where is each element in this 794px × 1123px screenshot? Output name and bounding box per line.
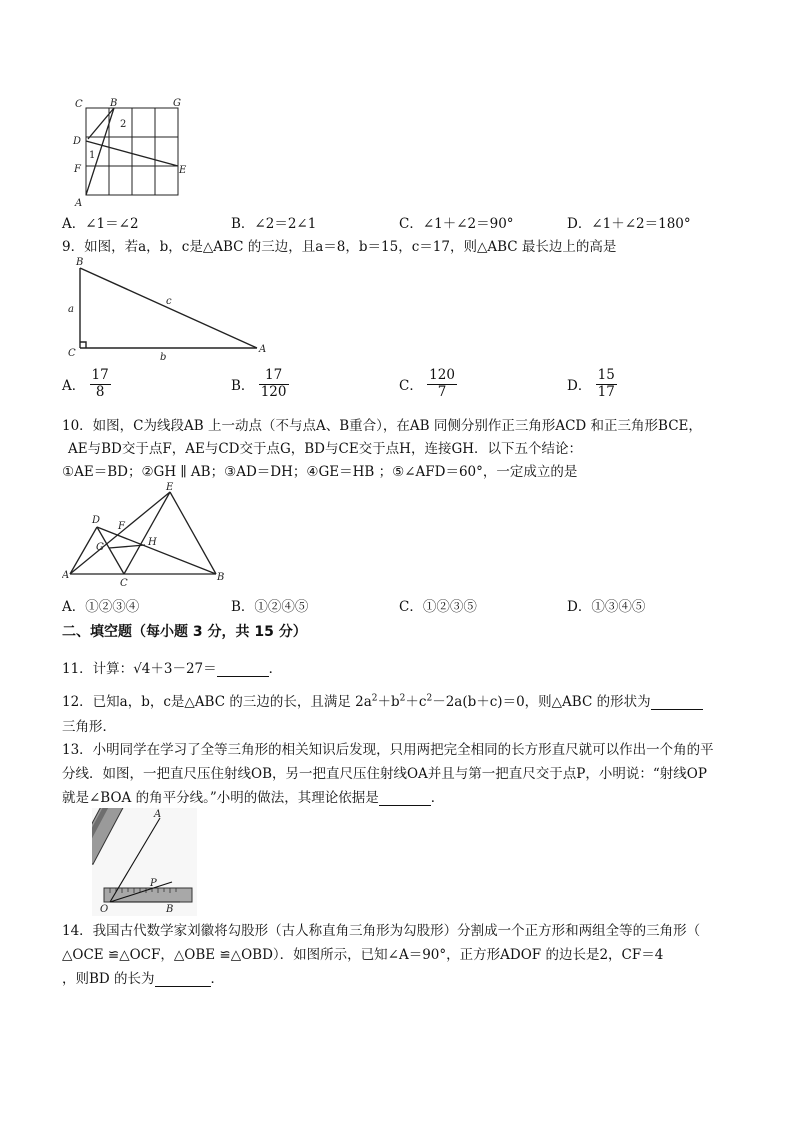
q13-label-b: B [166,904,174,915]
q9-option-c-letter: C． [399,378,423,395]
q13-line-2: 分线．如图，一把直尺压住射线OB，另一把直尺压住射线OA并且与第一把直尺交于点P，小明说：“射线OP [62,766,707,782]
q9-stem: 9．如图，若a，b，c是△ABC 的三边，且a＝8，b＝15，c＝17，则△ABC 最长边上的高是 [62,239,617,255]
q11-suffix: ． [268,661,283,677]
q9-option-d-den: 17 [597,383,615,400]
q10-option-b: B．①②④⑤ [231,599,309,615]
q9-label-c-side: c [166,296,172,307]
q10-line-3: ①AE＝BD；②GH ∥ AB；③AD＝DH；④GE＝HB ；⑤∠AFD＝60°，一定成立的是 [62,464,578,480]
q12-part-3: ＋c [405,694,427,710]
q10-equilateral-figure [62,482,232,590]
q8-label-a: A [75,198,83,208]
q8-option-b: B．∠2＝2∠1 [231,216,317,232]
q10-label-f: F [118,521,125,532]
section-2-title: 二、填空题（每小题 3 分，共 15 分） [62,624,307,640]
q9-option-a [62,368,111,400]
q12-part-2: ＋b [377,694,400,710]
q9-option-b-letter: B． [231,378,255,395]
q10-label-c: C [120,578,128,589]
q14-line-3-end: ． [210,971,225,987]
q8-label-1: 1 [89,150,96,161]
q9-option-d [567,368,617,400]
q10-label-g: G [96,542,104,553]
q9-option-d-letter: D． [567,378,592,395]
q9-option-a-letter: A． [62,378,86,395]
q12-sup-3: 2 [426,693,433,704]
q13-answer-blank[interactable] [379,791,431,806]
q8-grid-figure [66,96,196,208]
q9-option-b [231,368,289,400]
q13-line-3-end: ． [430,790,445,806]
q11-expression: √4＋3－27＝ [133,661,217,677]
q10-label-h: H [148,537,157,548]
q12-sup-2: 2 [399,693,406,704]
q13-line-3-text: 就是∠BOA 的角平分线。”小明的做法，其理论依据是 [62,790,379,806]
q14-line-3 [62,967,224,987]
q9-option-d-num: 15 [597,367,615,383]
q12-part-4: －2a(b＋c)＝0，则△ABC 的形状为 [432,694,651,710]
q9-label-a-vertex: A [259,344,267,355]
q10-line-1: 10．如图，C为线段AB 上一动点（不与点A、B重合），在AB 同侧分别作正三角形ACD 和正三角形BCE， [62,418,702,434]
q14-line-2: △OCE ≌△OCF，△OBE ≌△OBD）．如图所示，已知∠A＝90°，正方形ADOF 的边长是2，CF＝4 [62,947,664,963]
q13-label-a: A [154,809,162,820]
q13-label-p: P [150,878,157,889]
q8-label-e: E [179,165,187,176]
q9-option-b-num: 17 [259,368,289,385]
q12-sup-1: 2 [371,693,378,704]
q14-line-3-text: ，则BD 的长为 [62,971,155,987]
q9-option-c-fraction [427,368,457,400]
q9-label-a-side: a [68,304,74,315]
q8-label-b: B [110,98,118,109]
q9-option-a-fraction [90,368,111,400]
q8-label-f: F [74,164,81,175]
q11-question [62,657,282,677]
q14-line-1: 14．我国古代数学家刘徽将勾股形（古人称直角三角形为勾股形）分割成一个正方形和两组全等的三角形（ [62,923,701,939]
q8-label-c: C [75,99,83,110]
q9-option-a-den: 8 [95,383,105,400]
q9-option-b-den: 120 [260,383,287,400]
q10-option-a: A．①②③④ [62,599,140,615]
q8-option-d: D．∠1＋∠2＝180° [567,216,691,232]
q13-line-3 [62,786,444,806]
q13-rulers-figure [92,808,197,916]
q12-line-2: 三角形． [62,719,116,735]
q10-label-e: E [166,482,174,493]
q11-answer-blank[interactable] [217,662,269,677]
q12-answer-blank[interactable] [651,695,703,710]
q9-option-a-num: 17 [91,367,109,383]
q9-label-c-vertex: C [68,348,76,359]
q9-option-c [399,368,457,400]
q8-option-c: C．∠1＋∠2＝90° [399,216,514,232]
q9-option-b-fraction [259,368,289,400]
q11-prefix: 11．计算： [62,661,134,677]
q10-label-d: D [92,515,101,526]
q9-label-b-side: b [160,352,167,363]
q10-option-c: C．①②③⑤ [399,599,477,615]
q10-label-b: B [217,572,225,583]
q8-label-g: G [173,98,181,109]
q10-option-d: D．①③④⑤ [567,599,646,615]
q8-option-a: A．∠1＝∠2 [62,216,139,232]
q9-option-c-den: 7 [437,383,447,400]
q12-line-1 [62,690,703,710]
q9-triangle-figure [62,256,282,366]
q9-option-c-num: 120 [429,367,455,383]
q13-label-o: O [100,904,109,915]
q13-line-1: 13．小明同学在学习了全等三角形的相关知识后发现，只用两把完全相同的长方形直尺就可以作出一个角的平 [62,742,714,758]
q12-part-1: 12．已知a，b，c是△ABC 的三边的长，且满足 2a [62,694,372,710]
q9-option-d-fraction [596,368,617,400]
q9-label-b-vertex: B [76,257,84,268]
q8-label-d: D [73,136,82,147]
q10-line-2: AE与BD交于点F，AE与CD交于点G，BD与CE交于点H，连接GH．以下五个结论： [68,441,583,457]
q10-label-a: A [62,570,70,581]
q8-label-2: 2 [120,119,127,130]
q14-answer-blank[interactable] [155,972,211,987]
